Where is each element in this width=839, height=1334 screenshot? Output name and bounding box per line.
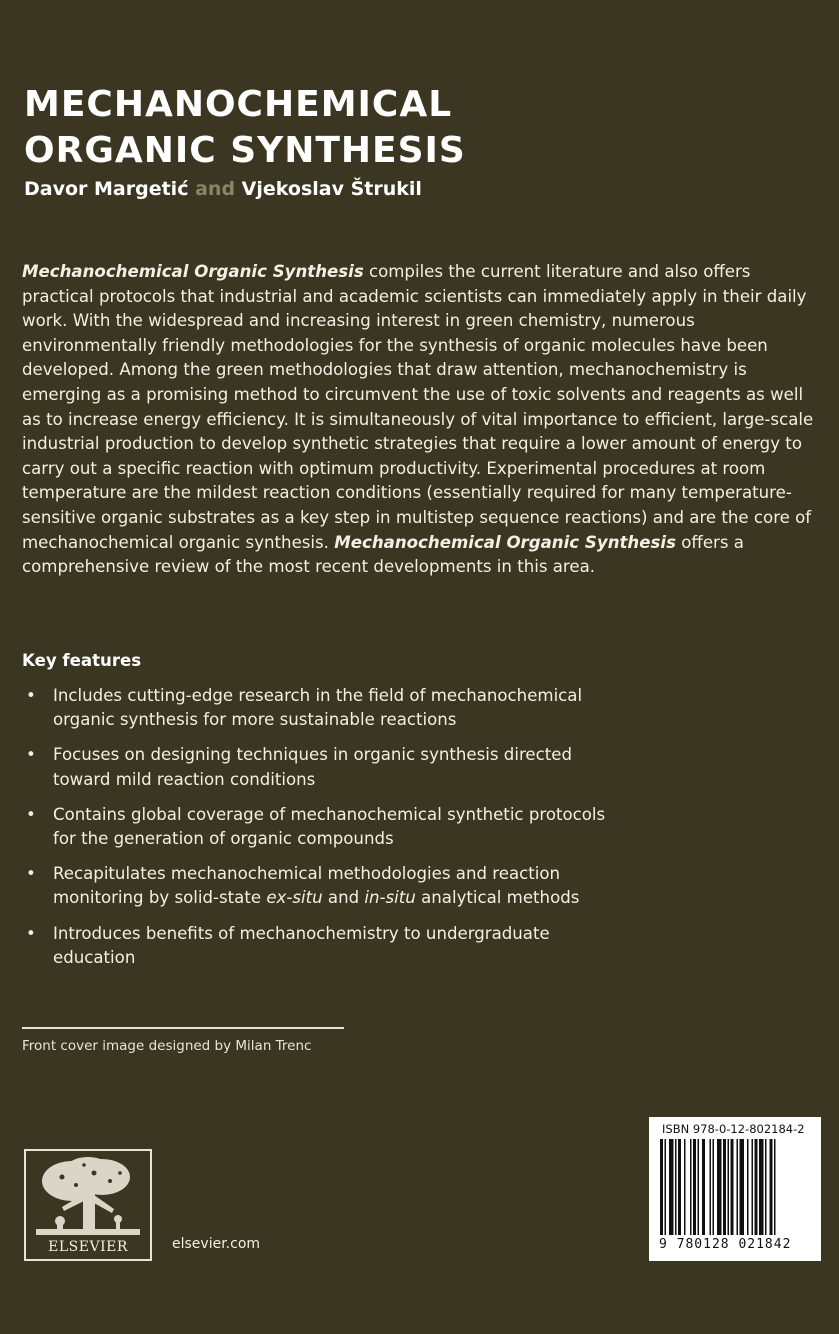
barcode-bar	[728, 1139, 730, 1235]
barcode-icon	[660, 1139, 810, 1235]
feature-item: • Includes cutting-edge research in the field of mechanochemical organic synthesis for more sustainable reactions	[26, 686, 583, 730]
feature-item: • Recapitulates mechanochemical methodologies and reaction monitoring by solid-state ex-situ and in-situ analytical methods	[26, 864, 580, 908]
book-title: MECHANOCHEMICAL ORGANIC SYNTHESIS	[24, 84, 466, 171]
publisher-website[interactable]: elsevier.com	[172, 1236, 261, 1252]
bullet-icon: •	[26, 745, 36, 765]
barcode-bar	[747, 1139, 749, 1235]
bullet-icon: •	[26, 923, 36, 943]
feature-item: • Focuses on designing techniques in organic synthesis directed toward mild reaction conditions	[26, 745, 572, 789]
key-features-heading: Key features	[22, 651, 142, 670]
barcode-bar	[698, 1139, 700, 1235]
barcode	[649, 1117, 821, 1261]
barcode-bar	[752, 1139, 754, 1235]
tree-logo-icon	[32, 1155, 144, 1239]
elsevier-logo	[24, 1149, 152, 1261]
barcode-bar	[723, 1139, 726, 1235]
barcode-number: 9 780128 021842	[659, 1237, 792, 1252]
barcode-bar	[693, 1139, 696, 1235]
authors	[24, 178, 422, 200]
author-conjunction: and	[195, 178, 236, 200]
feature-item: • Contains global coverage of mechanochemical synthetic protocols for the generation of organic compounds	[26, 804, 606, 849]
barcode-bar	[675, 1139, 677, 1235]
bullet-icon: •	[26, 804, 36, 824]
barcode-bar	[678, 1139, 681, 1235]
barcode-bar	[710, 1139, 712, 1235]
barcode-bar	[765, 1139, 767, 1235]
barcode-bar	[755, 1139, 758, 1235]
barcode-bar	[717, 1139, 722, 1235]
credit-divider	[22, 1027, 344, 1029]
barcode-bar	[740, 1139, 745, 1235]
barcode-bar	[684, 1139, 686, 1235]
barcode-bar	[759, 1139, 764, 1235]
feature-item: • Introduces benefits of mechanochemistry to undergraduate education	[26, 923, 550, 967]
author-1: Davor Margetić	[24, 178, 189, 200]
barcode-bar	[660, 1139, 663, 1235]
key-features-list	[22, 684, 802, 981]
description-tail-text: offers a comprehensive review of the most recent developments in this area.	[22, 532, 744, 577]
description-lead-text: compiles the current literature and also offers practical protocols that industrial and academic scientists can immediately apply in their daily work. With the widespread and increasing interest in green chemistry, numerous environmentally friendly methodologies for the synthesis of organic molecules have been developed. Among the green methodologies that draw attention, mechanochemistry is emerging as a promising method to circumvent the use of toxic solvents and reagents as well as to increase energy efficiency. It is simultaneously of vital importance to efficient, large-scale industrial production to develop synthetic strategies that require a lower amount of energy to carry out a specific reaction with optimum productivity. Experimental procedures at room temperature are the mildest reaction conditions (essentially required for many temperature-sensitive organic substrates as a key step in multistep sequence reactions) and are the core of mechanochemical organic synthesis.	[22, 262, 814, 552]
barcode-bar	[774, 1139, 776, 1235]
barcode-bar	[713, 1139, 715, 1235]
bullet-icon: •	[26, 864, 36, 884]
barcode-bar	[702, 1139, 705, 1235]
barcode-bar	[665, 1139, 667, 1235]
barcode-bar	[669, 1139, 674, 1235]
barcode-bar	[737, 1139, 739, 1235]
description-lead-title: Mechanochemical Organic Synthesis	[22, 262, 364, 281]
author-2: Vjekoslav Štrukil	[241, 178, 422, 200]
barcode-bar	[731, 1139, 734, 1235]
barcode-bar	[770, 1139, 773, 1235]
book-description	[22, 260, 818, 580]
cover-credit: Front cover image designed by Milan Trenc	[22, 1038, 312, 1054]
description-tail-title: Mechanochemical Organic Synthesis	[334, 532, 676, 552]
isbn-label: ISBN 978-0-12-802184-2	[662, 1122, 805, 1136]
bullet-icon: •	[26, 686, 36, 705]
elsevier-logo-text: ELSEVIER	[48, 1239, 128, 1255]
barcode-bar	[690, 1139, 692, 1235]
